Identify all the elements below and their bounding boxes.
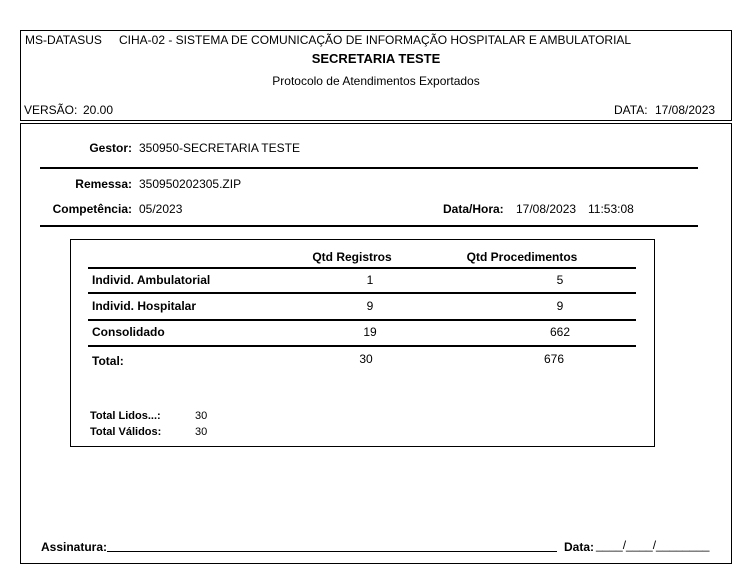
- assinatura-label: Assinatura:: [41, 540, 108, 554]
- total-label: Total:: [92, 354, 124, 368]
- date-label: DATA:: [614, 103, 648, 117]
- date-value: 17/08/2023: [655, 103, 716, 117]
- validos-value: 30: [195, 426, 208, 438]
- datahora-time: 11:53:08: [588, 202, 634, 216]
- table-rule-4: [88, 345, 636, 347]
- total-registros: 30: [359, 352, 373, 366]
- remessa-value: 350950202305.ZIP: [139, 177, 242, 191]
- version-value: 20.00: [83, 103, 114, 117]
- system-name: CIHA-02 - SISTEMA DE COMUNICAÇÃO DE INFORMAÇÃO HOSPITALAR E AMBULATORIAL: [119, 33, 632, 47]
- col-header-procedimentos: Qtd Procedimentos: [466, 250, 578, 264]
- table-rule-1: [88, 267, 636, 269]
- assinatura-line: [107, 551, 557, 552]
- datahora-date: 17/08/2023: [516, 202, 577, 216]
- col-header-registros: Qtd Registros: [312, 250, 392, 264]
- table-row-registros: 1: [366, 273, 374, 287]
- org-name: MS-DATASUS: [25, 33, 102, 47]
- table-row-label: Consolidado: [92, 325, 165, 339]
- table-row-registros: 19: [363, 325, 377, 339]
- total-procedimentos: 676: [543, 352, 565, 366]
- report-subtitle: Protocolo de Atendimentos Exportados: [272, 74, 480, 88]
- version-label: VERSÃO:: [24, 103, 78, 117]
- lidos-value: 30: [195, 410, 208, 422]
- gestor-value: 350950-SECRETARIA TESTE: [139, 141, 300, 155]
- table-rule-2: [88, 292, 636, 294]
- datahora-label: Data/Hora:: [443, 202, 504, 216]
- divider-1: [40, 167, 698, 169]
- lidos-label: Total Lidos...:: [90, 410, 161, 422]
- table-row-label: Individ. Hospitalar: [92, 299, 197, 313]
- table-row-procedimentos: 9: [556, 299, 564, 313]
- table-rule-3: [88, 319, 636, 321]
- competencia-value: 05/2023: [139, 202, 183, 216]
- table-row-procedimentos: 5: [556, 273, 564, 287]
- table-row-procedimentos: 662: [549, 325, 571, 339]
- validos-label: Total Válidos:: [90, 426, 162, 438]
- table-row-registros: 9: [366, 299, 374, 313]
- data-label: Data:: [564, 540, 595, 554]
- competencia-label: Competência:: [52, 202, 132, 216]
- table-row-label: Individ. Ambulatorial: [92, 273, 211, 287]
- divider-2: [40, 225, 698, 227]
- data-blank: ____/____/________: [596, 538, 710, 552]
- entity-title: SECRETARIA TESTE: [311, 51, 441, 66]
- remessa-label: Remessa:: [75, 177, 132, 191]
- gestor-label: Gestor:: [89, 141, 132, 155]
